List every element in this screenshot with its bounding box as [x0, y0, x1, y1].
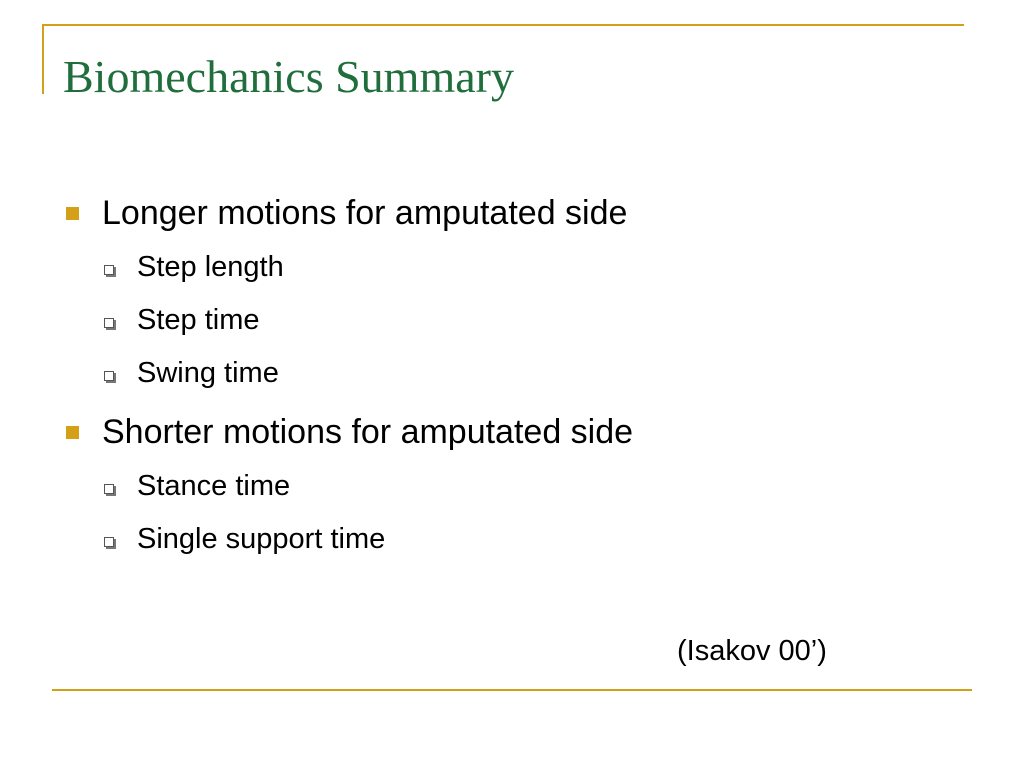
- frame-top-line: [42, 24, 964, 26]
- sub-bullet-text: Swing time: [137, 357, 279, 389]
- frame-bottom-line: [52, 689, 972, 691]
- hollow-square-bullet-icon: [104, 265, 114, 275]
- bullet-item-longer: [64, 185, 964, 241]
- sub-bullet-item: [64, 347, 964, 400]
- bullet-text: Shorter motions for amputated side: [102, 413, 634, 451]
- sub-list-shorter: [64, 460, 964, 566]
- sub-bullet-item: [64, 513, 964, 566]
- bullet-list: [64, 185, 964, 570]
- hollow-square-bullet-icon: [104, 318, 114, 328]
- hollow-square-bullet-icon: [104, 371, 114, 381]
- sub-bullet-item: [64, 460, 964, 513]
- sub-bullet-text: Single support time: [137, 523, 386, 555]
- bullet-text: Longer motions for amputated side: [102, 194, 628, 232]
- frame-left-line: [42, 24, 44, 94]
- filled-square-bullet-icon: [66, 207, 79, 220]
- sub-bullet-text: Stance time: [137, 470, 291, 502]
- hollow-square-bullet-icon: [104, 484, 114, 494]
- sub-list-longer: [64, 241, 964, 400]
- slide-title: Biomechanics Summary: [63, 51, 514, 102]
- filled-square-bullet-icon: [66, 426, 79, 439]
- sub-bullet-text: Step time: [137, 304, 260, 336]
- sub-bullet-text: Step length: [137, 251, 284, 283]
- sub-bullet-item: [64, 241, 964, 294]
- bullet-item-shorter: [64, 404, 964, 460]
- sub-bullet-item: [64, 294, 964, 347]
- citation: (Isakov 00’): [677, 635, 827, 667]
- hollow-square-bullet-icon: [104, 537, 114, 547]
